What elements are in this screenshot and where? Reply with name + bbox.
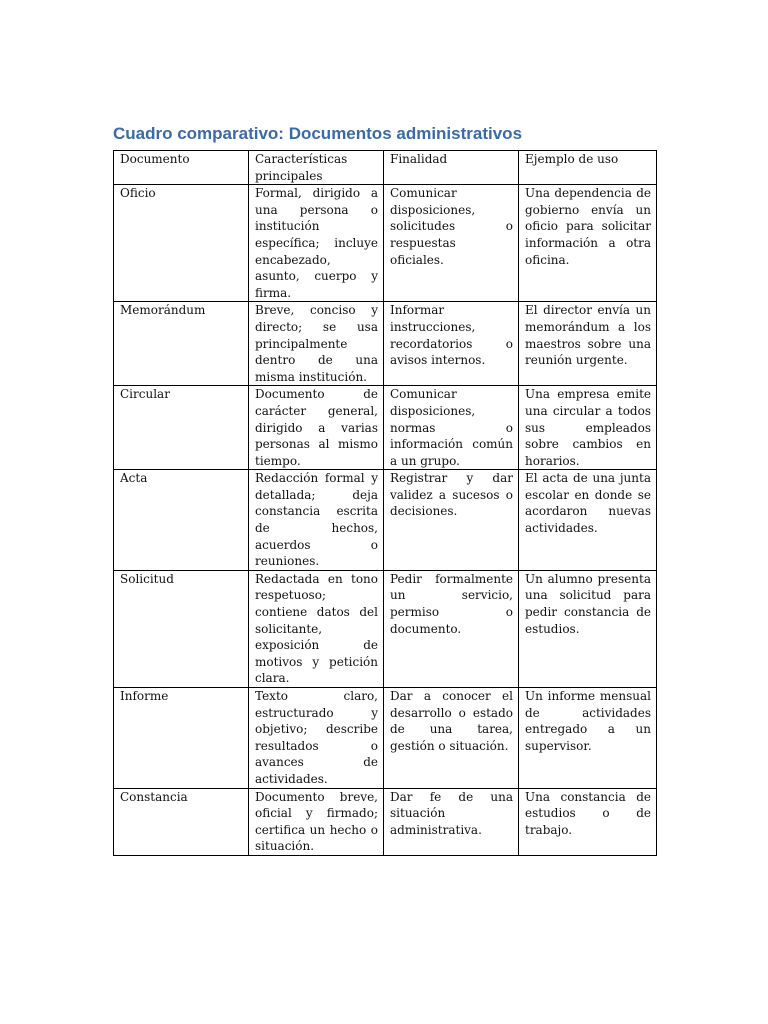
cell-ejemplo: Un alumno presenta una solicitud para pedir constancia de estudios.: [519, 570, 657, 687]
cell-caracteristicas: Documento de carácter general, dirigido a varias personas al mismo tiempo.: [249, 386, 384, 470]
table-row: [114, 302, 657, 386]
table-row: [114, 470, 657, 571]
cell-documento: Circular: [114, 386, 249, 470]
cell-caracteristicas: Formal, dirigido a una persona o institución específica; incluye encabezado, asunto, cuerpo y firma.: [249, 185, 384, 302]
table-row: [114, 386, 657, 470]
cell-ejemplo: El director envía un memorándum a los maestros sobre una reunión urgente.: [519, 302, 657, 386]
cell-documento: Informe: [114, 688, 249, 789]
cell-documento: Oficio: [114, 185, 249, 302]
header-cell-caracteristicas: Características principales: [249, 151, 384, 185]
cell-documento: Solicitud: [114, 570, 249, 687]
header-row: [114, 151, 657, 185]
cell-finalidad: Comunicar disposiciones, solicitudes o respuestas oficiales.: [384, 185, 519, 302]
cell-ejemplo: Una empresa emite una circular a todos sus empleados sobre cambios en horarios.: [519, 386, 657, 470]
comparison-table: [113, 150, 657, 856]
cell-caracteristicas: Documento breve, oficial y firmado; certifica un hecho o situación.: [249, 788, 384, 855]
cell-ejemplo: Una constancia de estudios o de trabajo.: [519, 788, 657, 855]
cell-finalidad: Comunicar disposiciones, normas o información común a un grupo.: [384, 386, 519, 470]
cell-caracteristicas: Texto claro, estructurado y objetivo; describe resultados o avances de actividades.: [249, 688, 384, 789]
cell-ejemplo: Un informe mensual de actividades entregado a un supervisor.: [519, 688, 657, 789]
header-cell-finalidad: Finalidad: [384, 151, 519, 185]
cell-finalidad: Informar instrucciones, recordatorios o avisos internos.: [384, 302, 519, 386]
cell-finalidad: Dar a conocer el desarrollo o estado de una tarea, gestión o situación.: [384, 688, 519, 789]
cell-ejemplo: El acta de una junta escolar en donde se acordaron nuevas actividades.: [519, 470, 657, 571]
header-cell-ejemplo: Ejemplo de uso: [519, 151, 657, 185]
table-row: [114, 185, 657, 302]
table-row: [114, 788, 657, 855]
cell-caracteristicas: Redactada en tono respetuoso; contiene datos del solicitante, exposición de motivos y petición clara.: [249, 570, 384, 687]
table-row: [114, 688, 657, 789]
cell-documento: Acta: [114, 470, 249, 571]
table-header: [114, 151, 657, 185]
cell-documento: Memorándum: [114, 302, 249, 386]
header-cell-documento: Documento: [114, 151, 249, 185]
cell-caracteristicas: Breve, conciso y directo; se usa principalmente dentro de una misma institución.: [249, 302, 384, 386]
cell-documento: Constancia: [114, 788, 249, 855]
cell-finalidad: Dar fe de una situación administrativa.: [384, 788, 519, 855]
table-row: [114, 570, 657, 687]
cell-caracteristicas: Redacción formal y detallada; deja constancia escrita de hechos, acuerdos o reuniones.: [249, 470, 384, 571]
table-body: [114, 185, 657, 856]
cell-finalidad: Registrar y dar validez a sucesos o decisiones.: [384, 470, 519, 571]
cell-ejemplo: Una dependencia de gobierno envía un oficio para solicitar información a otra oficina.: [519, 185, 657, 302]
cell-finalidad: Pedir formalmente un servicio, permiso o documento.: [384, 570, 519, 687]
page-title: Cuadro comparativo: Documentos administrativos: [113, 124, 523, 143]
